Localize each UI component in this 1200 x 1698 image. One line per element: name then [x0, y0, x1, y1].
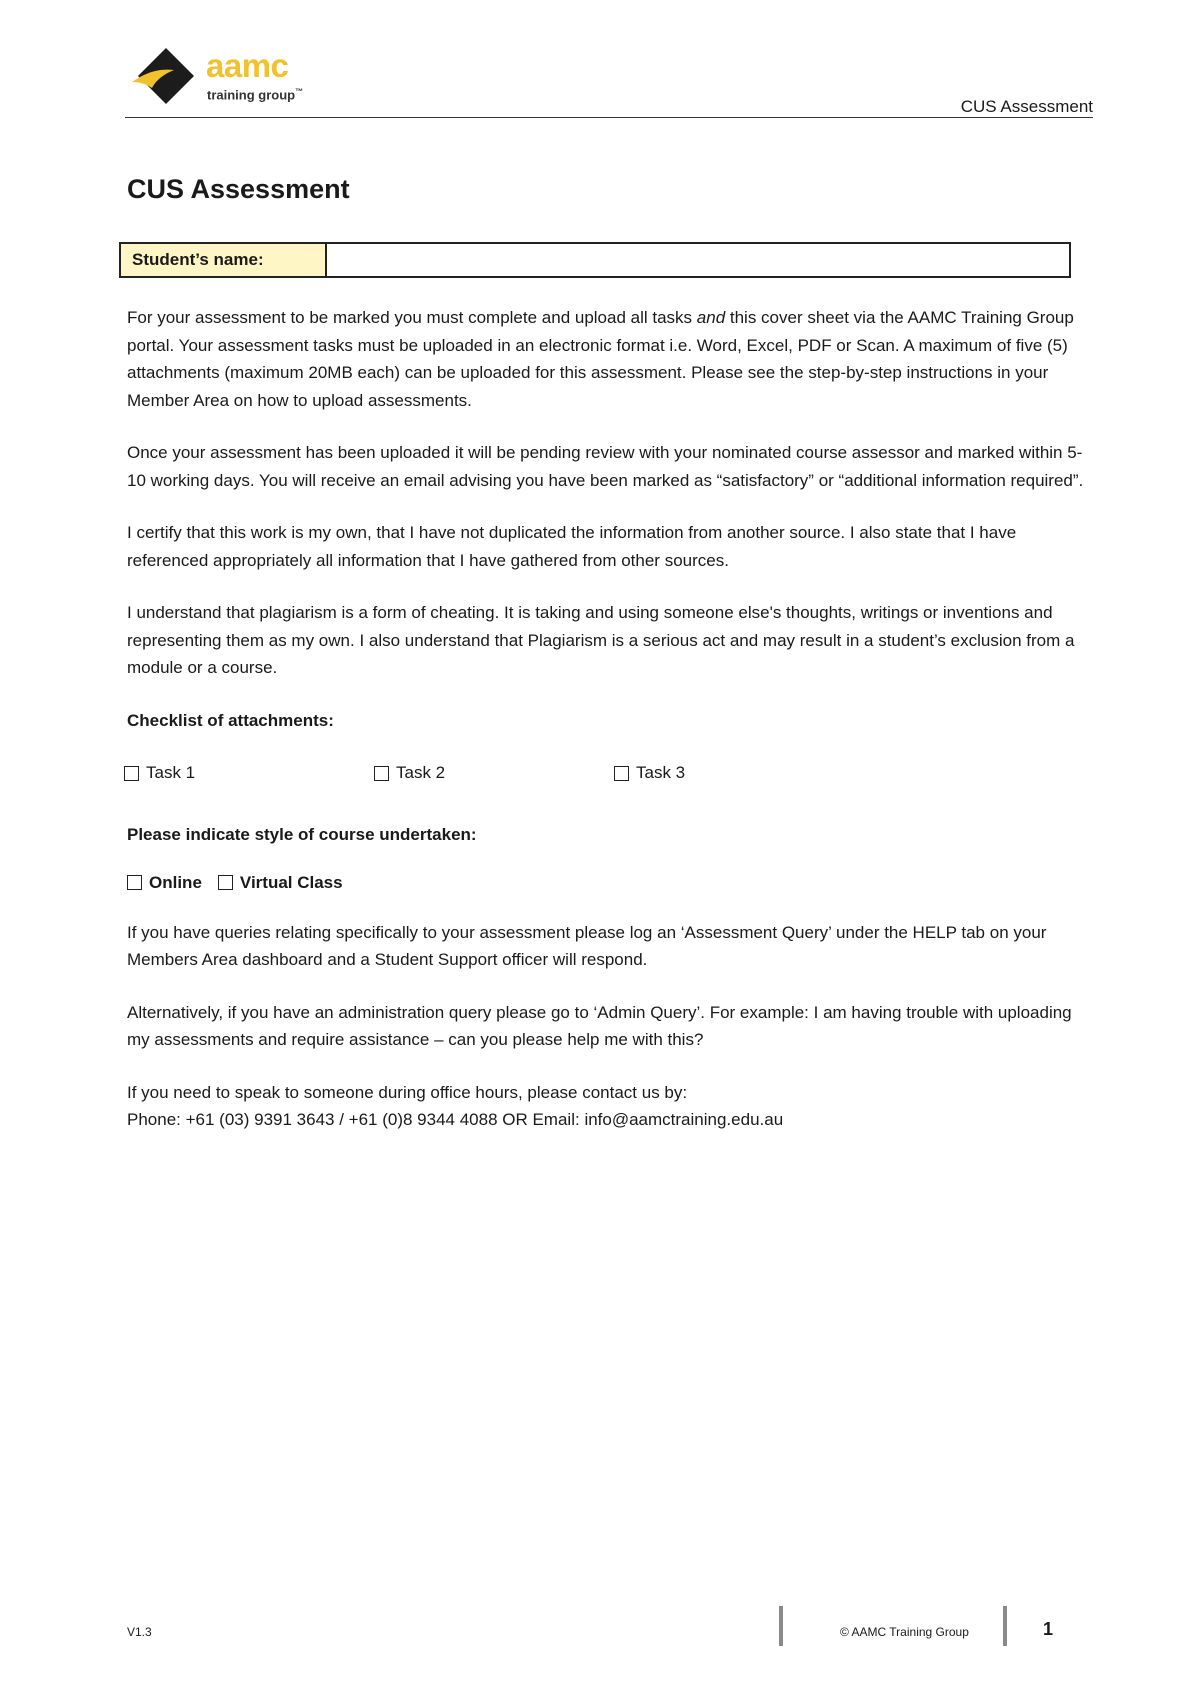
checkbox-icon [124, 766, 139, 781]
virtual-class-label: Virtual Class [239, 872, 343, 892]
instructions-text-end: this cover sheet via the AAMC Training Group portal. Your assessment tasks must be uploaded in an electronic format i.e. Word, Excel, PDF or Scan. A maximum of five (5) attachments (maximum 20MB each) can be uploaded for this assessment. Please see the step-by-step instructions in your Member Area on how to upload assessments. [127, 308, 1074, 410]
contact-phone: Phone: +61 (03) 9391 3643 / +61 (0)8 9344 4088 OR Email: [127, 1110, 585, 1129]
certify-paragraph: I certify that this work is my own, that I have not duplicated the information from another source. I also state that I have referenced appropriately all information that I have gathered from other sources. [127, 523, 1017, 570]
student-name-row [119, 242, 1071, 278]
footer-copyright: © AAMC Training Group [840, 1625, 969, 1639]
task-3-label: Task 3 [636, 763, 686, 783]
footer-divider-right [1003, 1606, 1007, 1646]
document-body [127, 304, 1093, 1134]
checkbox-icon [127, 875, 142, 890]
student-name-input[interactable] [327, 244, 1069, 276]
task-3-checkbox[interactable] [614, 759, 864, 787]
logo-wordmark: aamc [206, 47, 289, 84]
instructions-text-start: For your assessment to be marked you must complete and upload all tasks [127, 308, 697, 327]
plagiarism-paragraph: I understand that plagiarism is a form of cheating. It is taking and using someone else's thoughts, writings or inventions and representing them as my own. I also understand that Plagiarism is a serious act and may result in a student’s exclusion from a module or a course. [127, 603, 1075, 677]
checkbox-icon [614, 766, 629, 781]
task-2-label: Task 2 [396, 763, 446, 783]
page-number: 1 [1043, 1619, 1054, 1639]
logo-diamond-icon [130, 46, 206, 110]
course-style-options [127, 869, 1093, 897]
task-2-checkbox[interactable] [374, 759, 614, 787]
logo-subtitle-text: training group [207, 87, 296, 103]
student-name-label: Student’s name: [121, 244, 327, 276]
task-1-checkbox[interactable] [124, 759, 374, 787]
page-title: CUS Assessment [127, 174, 350, 204]
footer-version: V1.3 [127, 1625, 152, 1639]
contact-details [127, 1106, 1093, 1134]
checkbox-icon [374, 766, 389, 781]
online-checkbox[interactable] [127, 869, 202, 897]
virtual-class-checkbox[interactable] [218, 869, 343, 897]
checkbox-icon [218, 875, 233, 890]
header-title: CUS Assessment [960, 97, 1093, 116]
aamc-logo [130, 46, 310, 114]
contact-intro: If you need to speak to someone during office hours, please contact us by: [127, 1082, 688, 1102]
contact-email-link[interactable]: info@aamctraining.edu.au [584, 1110, 784, 1129]
logo-trademark: ™ [295, 87, 304, 96]
task-1-label: Task 1 [146, 763, 196, 783]
footer-divider-left [779, 1606, 783, 1646]
online-label: Online [149, 872, 202, 892]
instructions-paragraph [127, 304, 1093, 414]
checklist-heading: Checklist of attachments: [127, 710, 334, 730]
logo-subtitle [207, 84, 303, 103]
course-style-heading: Please indicate style of course undertaken: [127, 825, 477, 844]
assessment-query-paragraph: If you have queries relating specifically to your assessment please log an ‘Assessment Query’ under the HELP tab on your Members Area dashboard and a Student Support officer will respond. [127, 922, 1047, 969]
admin-query-paragraph: Alternatively, if you have an administration query please go to ‘Admin Query’. For example: I am having trouble with uploading my assessments and require assistance – can you please help me with this? [127, 1002, 1072, 1049]
header-divider [125, 117, 1093, 118]
checklist-tasks [124, 759, 1093, 787]
review-paragraph: Once your assessment has been uploaded it will be pending review with your nominated course assessor and marked within 5-10 working days. You will receive an email advising you have been marked as “satisfactory” or “additional information required”. [127, 443, 1084, 490]
instructions-emphasis: and [696, 308, 726, 327]
